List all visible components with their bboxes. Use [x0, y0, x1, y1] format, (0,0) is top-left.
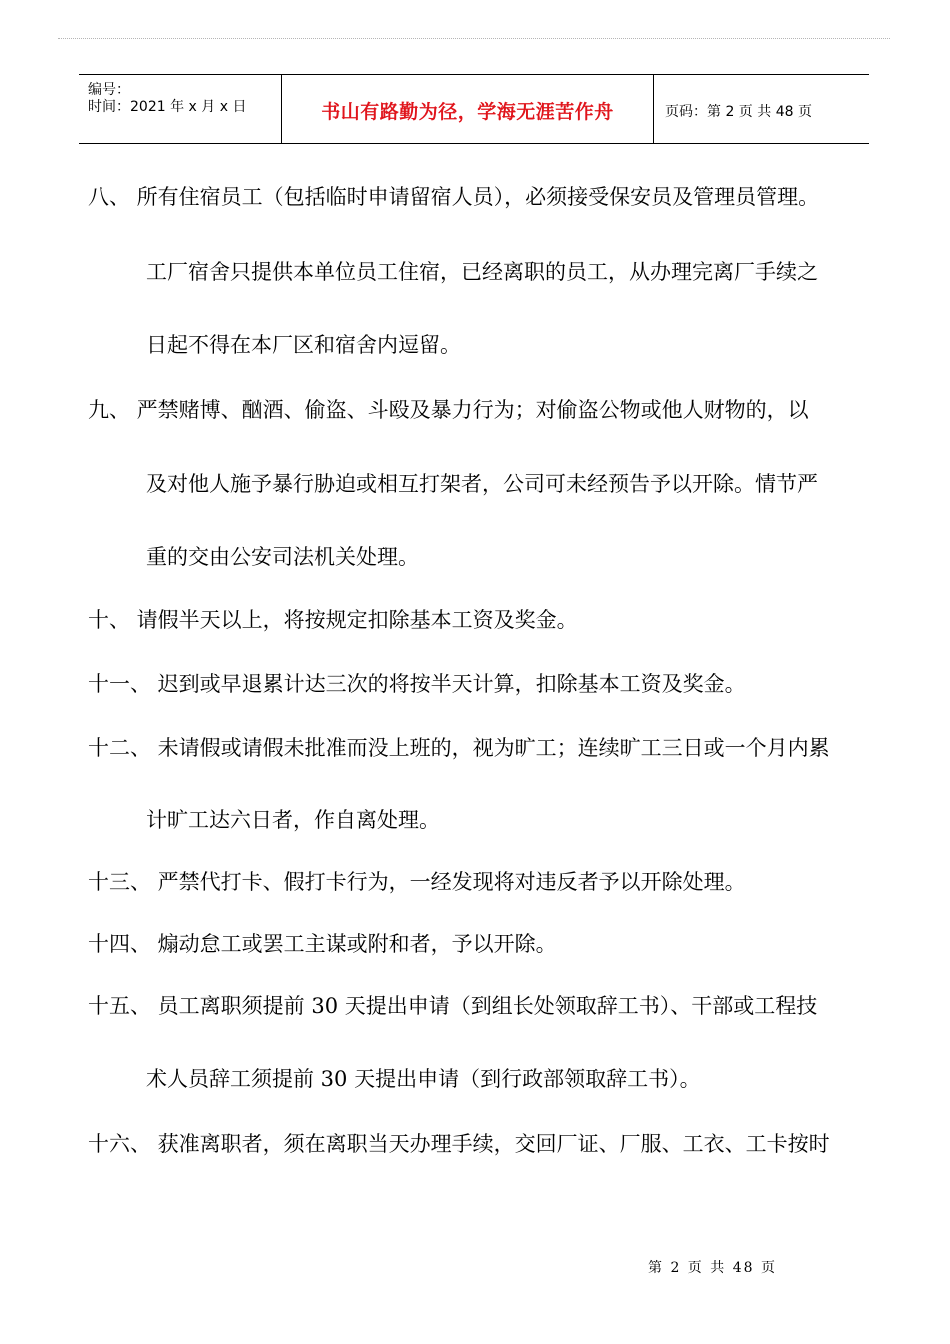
- body-line: 日起不得在本厂区和宿舍内逗留。: [146, 333, 461, 357]
- motto-text: 书山有路勤为径，学海无涯苦作舟: [321, 101, 614, 123]
- body-line: 工厂宿舍只提供本单位员工住宿，已经离职的员工，从办理完离厂手续之: [146, 260, 818, 284]
- body-line: 十六、 获准离职者，须在离职当天办理手续，交回厂证、厂服、工衣、工卡按时: [88, 1132, 830, 1156]
- body-line: 术人员辞工须提前 30 天提出申请（到行政部领取辞工书）。: [146, 1067, 701, 1091]
- doc-number-label: 编号：: [88, 82, 130, 98]
- body-line: 九、 严禁赌博、酗酒、偷盗、斗殴及暴力行为；对偷盗公物或他人财物的，以: [88, 398, 809, 422]
- header-motto-cell: [281, 75, 654, 143]
- header-table: [79, 74, 869, 144]
- body-line: 十二、 未请假或请假未批准而没上班的，视为旷工；连续旷工三日或一个月内累: [88, 736, 830, 760]
- body-line: 十五、 员工离职须提前 30 天提出申请（到组长处领取辞工书）、干部或工程技: [88, 994, 818, 1018]
- header-page-cell: [654, 75, 869, 143]
- header-meta-cell: [79, 75, 281, 143]
- header-page-number: 页码：第 2 页 共 48 页: [665, 104, 812, 120]
- body-line: 十一、 迟到或早退累计达三次的将按半天计算，扣除基本工资及奖金。: [88, 672, 746, 696]
- header-dotted-rule: [58, 38, 890, 39]
- footer-page-number: 第 2 页 共 48 页: [648, 1260, 777, 1276]
- body-line: 八、 所有住宿员工（包括临时申请留宿人员），必须接受保安员及管理员管理。: [88, 185, 820, 209]
- body-line: 重的交由公安司法机关处理。: [146, 545, 419, 569]
- body-line: 计旷工达六日者，作自离处理。: [146, 808, 440, 832]
- doc-date-label: 时间：2021 年 x 月 x 日: [88, 99, 247, 115]
- body-line: 十、 请假半天以上，将按规定扣除基本工资及奖金。: [88, 608, 578, 632]
- body-line: 及对他人施予暴行胁迫或相互打架者，公司可未经预告予以开除。情节严: [146, 472, 818, 496]
- body-line: 十三、 严禁代打卡、假打卡行为，一经发现将对违反者予以开除处理。: [88, 870, 746, 894]
- body-line: 十四、 煽动怠工或罢工主谋或附和者，予以开除。: [88, 932, 557, 956]
